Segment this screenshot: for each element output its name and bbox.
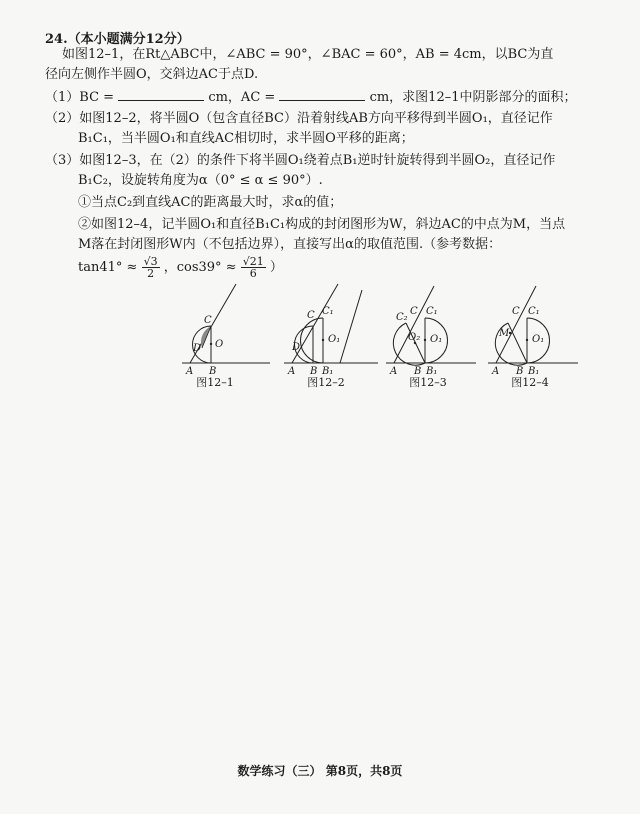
ref-close-paren: ） bbox=[269, 260, 283, 275]
reference-data-line bbox=[78, 256, 283, 280]
part1-line bbox=[45, 88, 577, 107]
part1-text-b: cm，AC = bbox=[208, 90, 276, 105]
point-label: C bbox=[307, 310, 315, 321]
bc-answer-blank[interactable] bbox=[118, 88, 204, 101]
part2-line-1: （2）如图12–2，将半圆O（包含直径BC）沿着射线AB方向平移得到半圆O₁，直径记作 bbox=[45, 111, 553, 126]
point-label: A bbox=[288, 366, 296, 377]
page-footer: 数学练习（三） 第8页，共8页 bbox=[237, 764, 403, 778]
part3-sub2-line-2: M落在封闭图形W内（不包括边界），直接写出α的取值范围.（参考数据： bbox=[78, 237, 502, 252]
point-label: C bbox=[204, 315, 212, 326]
part2-line-2: B₁C₁，当半圆O₁和直线AC相切时，求半圆O平移的距离； bbox=[78, 131, 414, 146]
ref-tan-text: tan41° ≈ bbox=[78, 260, 138, 275]
figure-12-1-caption: 图12–1 bbox=[196, 376, 234, 389]
point-label: C bbox=[410, 306, 418, 317]
point-label: D bbox=[292, 342, 301, 353]
figure-12-1-diagram bbox=[180, 278, 270, 377]
point-label: O bbox=[215, 339, 224, 350]
part3-line-2: B₁C₂，设旋转角度为α（0° ≤ α ≤ 90°）. bbox=[78, 173, 323, 188]
ac-answer-blank[interactable] bbox=[279, 88, 365, 101]
figures-row bbox=[0, 278, 640, 398]
point-label: A bbox=[390, 366, 398, 377]
figure-12-1 bbox=[180, 278, 270, 389]
point-label: B bbox=[310, 366, 318, 377]
part3-line-1: （3）如图12–3，在（2）的条件下将半圆O₁绕着点B₁逆时针旋转得到半圆O₂，直径记作 bbox=[45, 153, 556, 168]
point-label: B₁ bbox=[426, 366, 438, 377]
point-label: O₁ bbox=[328, 334, 341, 345]
point-label: O₁ bbox=[430, 334, 443, 345]
point-label: O₁ bbox=[532, 334, 545, 345]
part3-sub1: ①当点C₂到直线AC的距离最大时，求α的值； bbox=[78, 195, 343, 210]
figure-12-2-caption: 图12–2 bbox=[307, 376, 345, 389]
fraction-sqrt21-over-6 bbox=[241, 256, 266, 279]
point-label: B₁ bbox=[528, 366, 540, 377]
point-label: C bbox=[512, 306, 520, 317]
point-label: A bbox=[186, 366, 194, 377]
figure-12-2 bbox=[282, 278, 378, 389]
point-label: C₁ bbox=[322, 306, 334, 317]
point-label: B bbox=[414, 366, 422, 377]
part1-text-c: cm，求图12–1中阴影部分的面积； bbox=[369, 90, 577, 105]
point-label: C₁ bbox=[528, 306, 540, 317]
fraction-sqrt3-over-2 bbox=[142, 256, 160, 279]
fraction-denominator: 6 bbox=[249, 267, 257, 280]
point-label: C₁ bbox=[426, 306, 438, 317]
figure-12-3-caption: 图12–3 bbox=[409, 376, 447, 389]
intro-line-2: 径向左侧作半圆O，交斜边AC于点D. bbox=[45, 67, 259, 82]
point-label: B bbox=[209, 366, 217, 377]
part3-sub2-line-1: ②如图12–4，记半圆O₁和直径B₁C₁构成的封闭图形为W，斜边AC的中点为M，当点 bbox=[78, 217, 566, 232]
figure-12-2-diagram bbox=[282, 278, 378, 377]
fraction-numerator: √21 bbox=[242, 255, 264, 268]
figure-12-4-caption: 图12–4 bbox=[511, 376, 549, 389]
point-label: M bbox=[499, 328, 510, 339]
ref-cos-text: ，cos39° ≈ bbox=[163, 260, 237, 275]
point-label: D bbox=[193, 343, 202, 354]
figure-12-3 bbox=[384, 278, 476, 389]
question-header: 24.（本小题满分12分） bbox=[45, 32, 190, 47]
part1-text-a: （1）BC = bbox=[45, 90, 115, 105]
intro-line-1: 如图12–1，在Rt△ABC中，∠ABC = 90°，∠BAC = 60°，AB = 4cm，以BC为直 bbox=[62, 47, 554, 62]
point-label: C₂ bbox=[396, 312, 408, 323]
figure-12-3-diagram bbox=[384, 278, 476, 377]
fraction-denominator: 2 bbox=[147, 267, 155, 280]
figure-12-4 bbox=[486, 278, 578, 389]
fraction-numerator: √3 bbox=[143, 255, 158, 268]
point-label: O₂ bbox=[408, 332, 421, 343]
point-label: B bbox=[516, 366, 524, 377]
point-label: B₁ bbox=[322, 366, 334, 377]
figure-12-4-diagram bbox=[486, 278, 578, 377]
point-label: A bbox=[492, 366, 500, 377]
